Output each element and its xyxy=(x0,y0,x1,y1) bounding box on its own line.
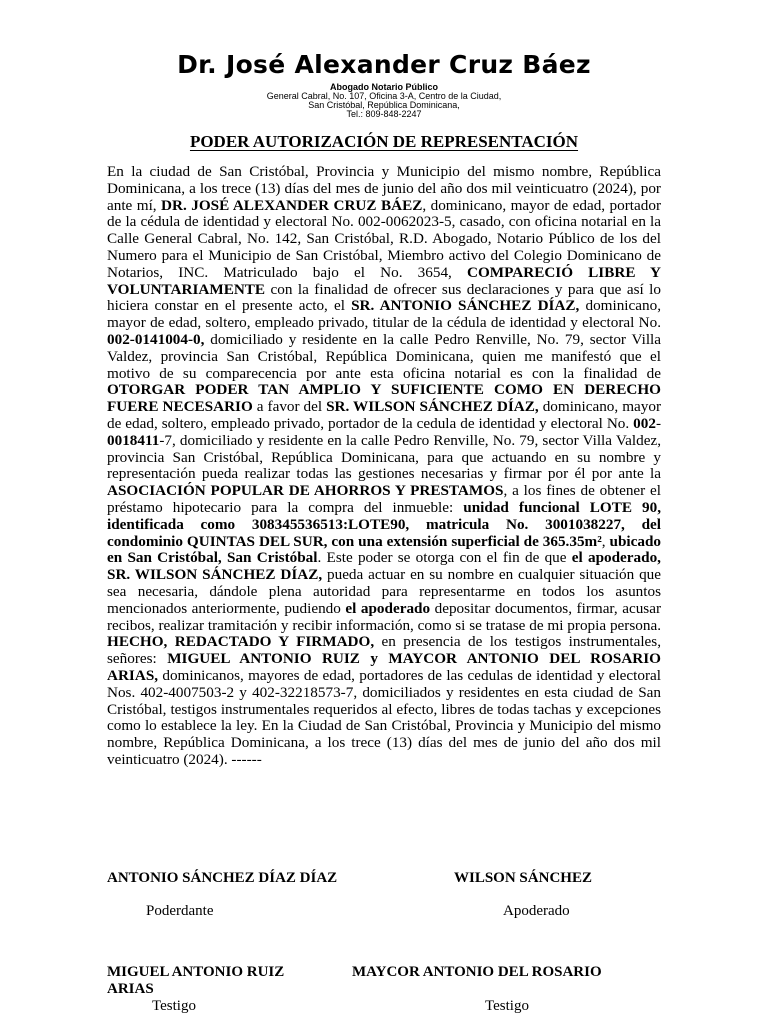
body-text-run: dominicanos, mayores de edad, portadores de las cedulas de identidad y electoral Nos. 402-4007503-2 y 402-32218573-7, domiciliados y residentes en esta ciudad de San Cristóbal, testigos instrumentales requeridos al efecto, libres de todas tachas y excepciones como lo establece la ley. En la Ciudad de San Cristóbal, Provincia y Municipio del mismo nombre, República Dominicana, a los trece (13) días del mes de junio del año dos mil veinticuatro (2024). ------ xyxy=(107,666,661,768)
body-bold-run: 002 xyxy=(633,414,656,432)
witness2-role: Testigo xyxy=(485,998,529,1014)
attorney-role: Apoderado xyxy=(503,903,570,919)
body-bold-run: 0018411 xyxy=(107,431,160,449)
body-text-run: domiciliado y residente en la calle Pedro Renville, No. 79, sector Villa Valdez, provincia San Cristóbal, República Dominicana, quien me manifestó que el motivo de su comparecencia por ante esta oficina notarial es con la finalidad de xyxy=(107,330,661,382)
document-title-text: PODER AUTORIZACIÓN DE REPRESENTACIÓN xyxy=(189,132,579,151)
body-bold-run: ubicado en San Cristóbal, San Cristóbal xyxy=(107,532,662,567)
document-title xyxy=(0,132,768,152)
notary-role: Abogado Notario Público xyxy=(330,82,438,92)
body-bold-run: MIGUEL ANTONIO RUIZ y MAYCOR ANTONIO DEL ROSARIO ARIAS, xyxy=(107,650,661,684)
notary-name: Dr. José Alexander Cruz Báez xyxy=(177,50,591,79)
body-text-run: , xyxy=(601,532,610,550)
body-text-run: a favor del xyxy=(252,398,327,416)
body-bold-run: el apoderado, SR. WILSON SÁNCHEZ DÍAZ, xyxy=(107,549,661,584)
body-text-run: -7, domiciliado y residente en la calle Pedro Renville, No. 79, sector Villa Valdez, provincia San Cristóbal, República Dominicana, para que actuando en su nombre y representación pueda realizar todas las gestiones necesarias y firmar por él por ante la xyxy=(107,431,661,483)
witness1-role: Testigo xyxy=(152,998,196,1014)
notary-address-line1: General Cabral, No. 107, Oficina 3-A, Centro de la Ciudad, xyxy=(266,91,502,101)
grantor-role: Poderdante xyxy=(146,903,214,919)
notary-phone: Tel.: 809-848-2247 xyxy=(346,109,422,119)
body-bold-run: HECHO, REDACTADO Y FIRMADO, xyxy=(107,633,375,651)
body-bold-run: DR. JOSÉ ALEXANDER CRUZ BÁEZ xyxy=(161,196,423,214)
body-text-run: dominicano, mayor de edad, soltero, empleado privado, titular de la cédula de identidad y electoral No. xyxy=(107,297,661,332)
body-text-run: con la finalidad de ofrecer sus declaraciones y para que así lo hiciera constar en el presente acto, el xyxy=(107,280,661,315)
body-text-run: - xyxy=(655,414,661,432)
attorney-name: WILSON SÁNCHEZ xyxy=(454,870,592,886)
body-bold-run: SR. ANTONIO SÁNCHEZ DÍAZ, xyxy=(351,297,580,315)
body-text-run: depositar documentos, firmar, acusar recibos, realizar tramitación y recibir información, como si se tratase de mi propia persona. xyxy=(107,599,661,634)
body-bold-run: OTORGAR PODER TAN AMPLIO Y SUFICIENTE COMO EN DERECHO FUERE NECESARIO xyxy=(107,381,661,416)
notary-address-line2: San Cristóbal, República Dominicana, xyxy=(308,100,460,110)
grantor-name: ANTONIO SÁNCHEZ DÍAZ DÍAZ xyxy=(107,870,338,886)
document-body xyxy=(107,164,661,769)
body-text-run: pueda actuar en su nombre en cualquier situación que sea necesaria, dándole plena autoridad para representarme en todos los asuntos mencionados anteriormente, pudiendo xyxy=(107,566,662,617)
witness2-name: MAYCOR ANTONIO DEL ROSARIO xyxy=(352,964,602,980)
body-bold-run: COMPARECIÓ LIBRE Y VOLUNTARIAMENTE xyxy=(107,263,661,298)
body-bold-run: ASOCIACIÓN POPULAR DE AHORROS Y PRESTAMOS xyxy=(107,482,504,500)
body-text-run: En la ciudad de San Cristóbal, Provincia y Municipio del mismo nombre, República Dominicana, a los trece (13) días del mes de junio del año dos mil veinticuatro (2024), por ante mí, xyxy=(107,163,661,214)
body-text-run: dominicano, mayor de edad, soltero, empleado privado, portador de la cedula de identidad y electoral No. xyxy=(107,398,661,432)
body-bold-run: unidad funcional LOTE 90, identificada como 308345536513:LOTE90, matricula No. 3001038227, del condominio QUINTAS DEL SUR, con una extensión superficial de 365.35m² xyxy=(107,498,661,550)
body-bold-run: el apoderado xyxy=(345,599,431,617)
body-text-run: . Este poder se otorga con el fin de que xyxy=(317,549,572,567)
body-bold-run: SR. WILSON SÁNCHEZ DÍAZ, xyxy=(326,398,539,416)
witness1-name: MIGUEL ANTONIO RUIZ ARIAS xyxy=(107,964,285,997)
body-text-run: , dominicano, mayor de edad, portador de la cédula de identidad y electoral No. 002-0062023-5, casado, con oficina notarial en la Calle General Cabral, No. 142, San Cristóbal, R.D. Abogado, Notario Público de los del Numero para el Municipio de San Cristóbal, Miembro activo del Colegio Dominicano de Notarios, INC. Matriculado bajo el No. 3654, xyxy=(107,196,662,281)
body-text-run: en presencia de los testigos instrumentales, señores: xyxy=(107,633,661,668)
body-text-run: , a los fines de obtener el préstamo hipotecario para la compra del inmueble: xyxy=(107,482,661,516)
body-bold-run: 002-0141004-0, xyxy=(107,330,205,348)
